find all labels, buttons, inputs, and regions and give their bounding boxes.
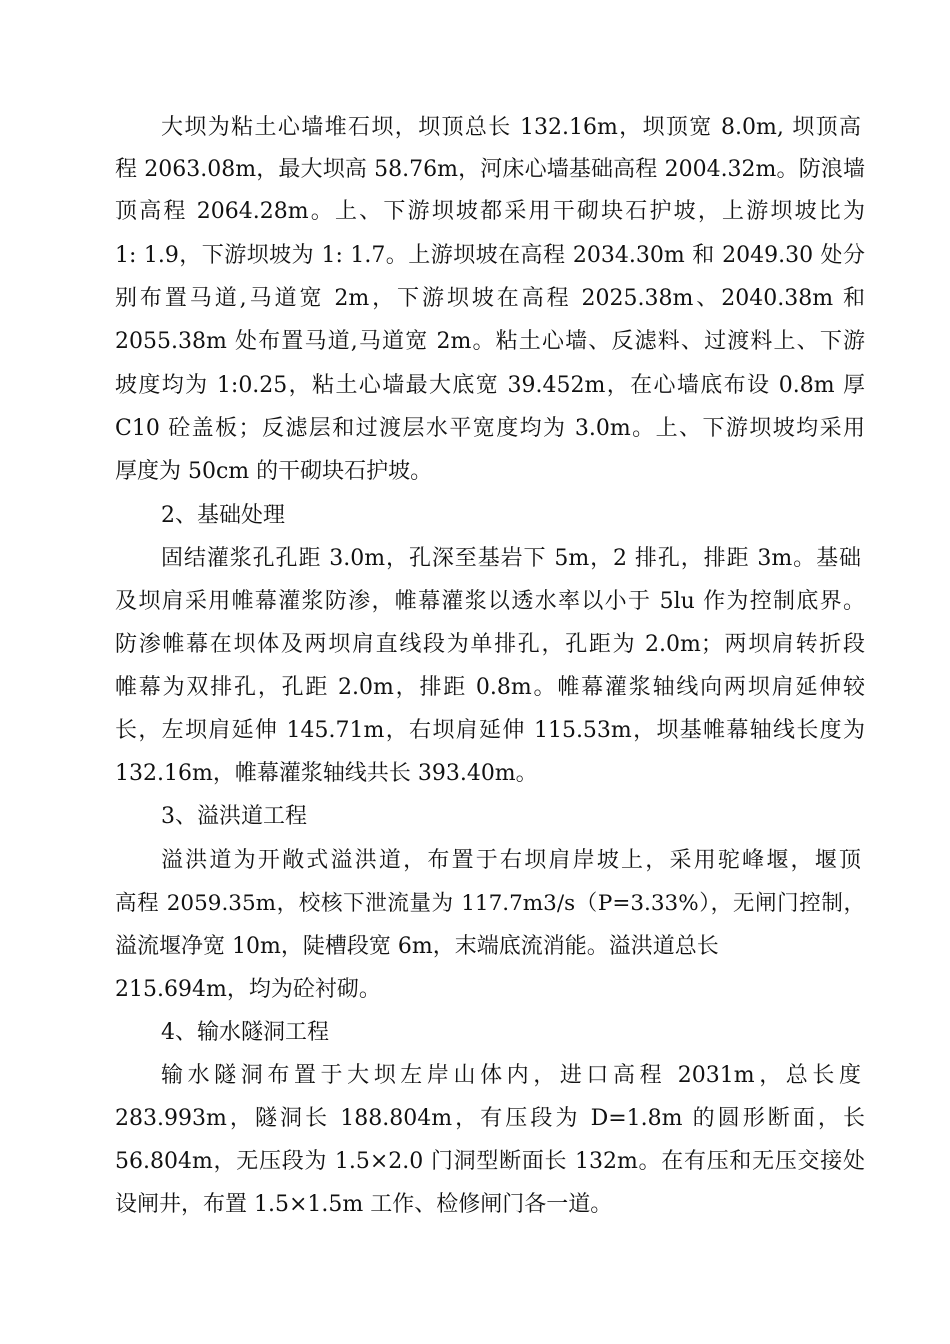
paragraph-line: 215.694m，均为砼衬砌。 [115,977,381,1002]
paragraph-line: 长，左坝肩延伸 145.71m，右坝肩延伸 115.53m，坝基帷幕轴线长度为 [115,718,865,743]
paragraph-line: 程 2063.08m，最大坝高 58.76m，河床心墙基础高程 2004.32m。防浪墙 [115,157,865,182]
paragraph-line: 帷幕为双排孔，孔距 2.0m，排距 0.8m。帷幕灌浆轴线向两坝肩延伸较 [115,675,865,700]
paragraph-line: 132.16m，帷幕灌浆轴线共长 393.40m。 [115,761,538,786]
paragraph-line: 1: 1.9，下游坝坡为 1: 1.7。上游坝坡在高程 2034.30m 和 2049.30 处分 [115,243,865,268]
section-heading: 2、基础处理 [161,503,285,528]
paragraph-line: 溢流堰净宽 10m，陡槽段宽 6m，末端底流消能。溢洪道总长 [115,934,719,959]
paragraph-line: 固结灌浆孔孔距 3.0m，孔深至基岩下 5m，2 排孔，排距 3m。基础 [161,546,861,571]
paragraph-line: 溢洪道为开敞式溢洪道，布置于右坝肩岸坡上，采用驼峰堰，堰顶 [161,848,861,873]
paragraph-line: C10 砼盖板；反滤层和过渡层水平宽度均为 3.0m。上、下游坝坡均采用 [115,416,865,441]
paragraph-line: 56.804m，无压段为 1.5×2.0 门洞型断面长 132m。在有压和无压交接处 [115,1149,865,1174]
paragraph-line: 输水隧洞布置于大坝左岸山体内，进口高程 2031m，总长度 [161,1063,861,1088]
paragraph-line: 及坝肩采用帷幕灌浆防渗，帷幕灌浆以透水率以小于 5lu 作为控制底界。 [115,589,865,614]
paragraph-line: 283.993m，隧洞长 188.804m，有压段为 D=1.8m 的圆形断面，长 [115,1106,865,1131]
section-heading: 4、输水隧洞工程 [161,1020,329,1045]
paragraph-line: 防渗帷幕在坝体及两坝肩直线段为单排孔，孔距为 2.0m；两坝肩转折段 [115,632,865,657]
paragraph-line: 2055.38m 处布置马道,马道宽 2m。粘土心墙、反滤料、过渡料上、下游 [115,329,865,354]
paragraph-line: 别布置马道,马道宽 2m，下游坝坡在高程 2025.38m、2040.38m 和 [115,286,865,311]
paragraph-line: 大坝为粘土心墙堆石坝，坝顶总长 132.16m，坝顶宽 8.0m, 坝顶高 [161,115,861,140]
paragraph-line: 高程 2059.35m，校核下泄流量为 117.7m3/s（P=3.33%），无闸门控制， [115,891,865,916]
paragraph-line: 设闸井，布置 1.5×1.5m 工作、检修闸门各一道。 [115,1192,613,1217]
paragraph-line: 顶高程 2064.28m。上、下游坝坡都采用干砌块石护坡，上游坝坡比为 [115,199,865,224]
paragraph-line: 厚度为 50cm 的干砌块石护坡。 [115,459,433,484]
section-heading: 3、溢洪道工程 [161,804,307,829]
paragraph-line: 坡度均为 1:0.25，粘土心墙最大底宽 39.452m，在心墙底布设 0.8m 厚 [115,373,865,398]
